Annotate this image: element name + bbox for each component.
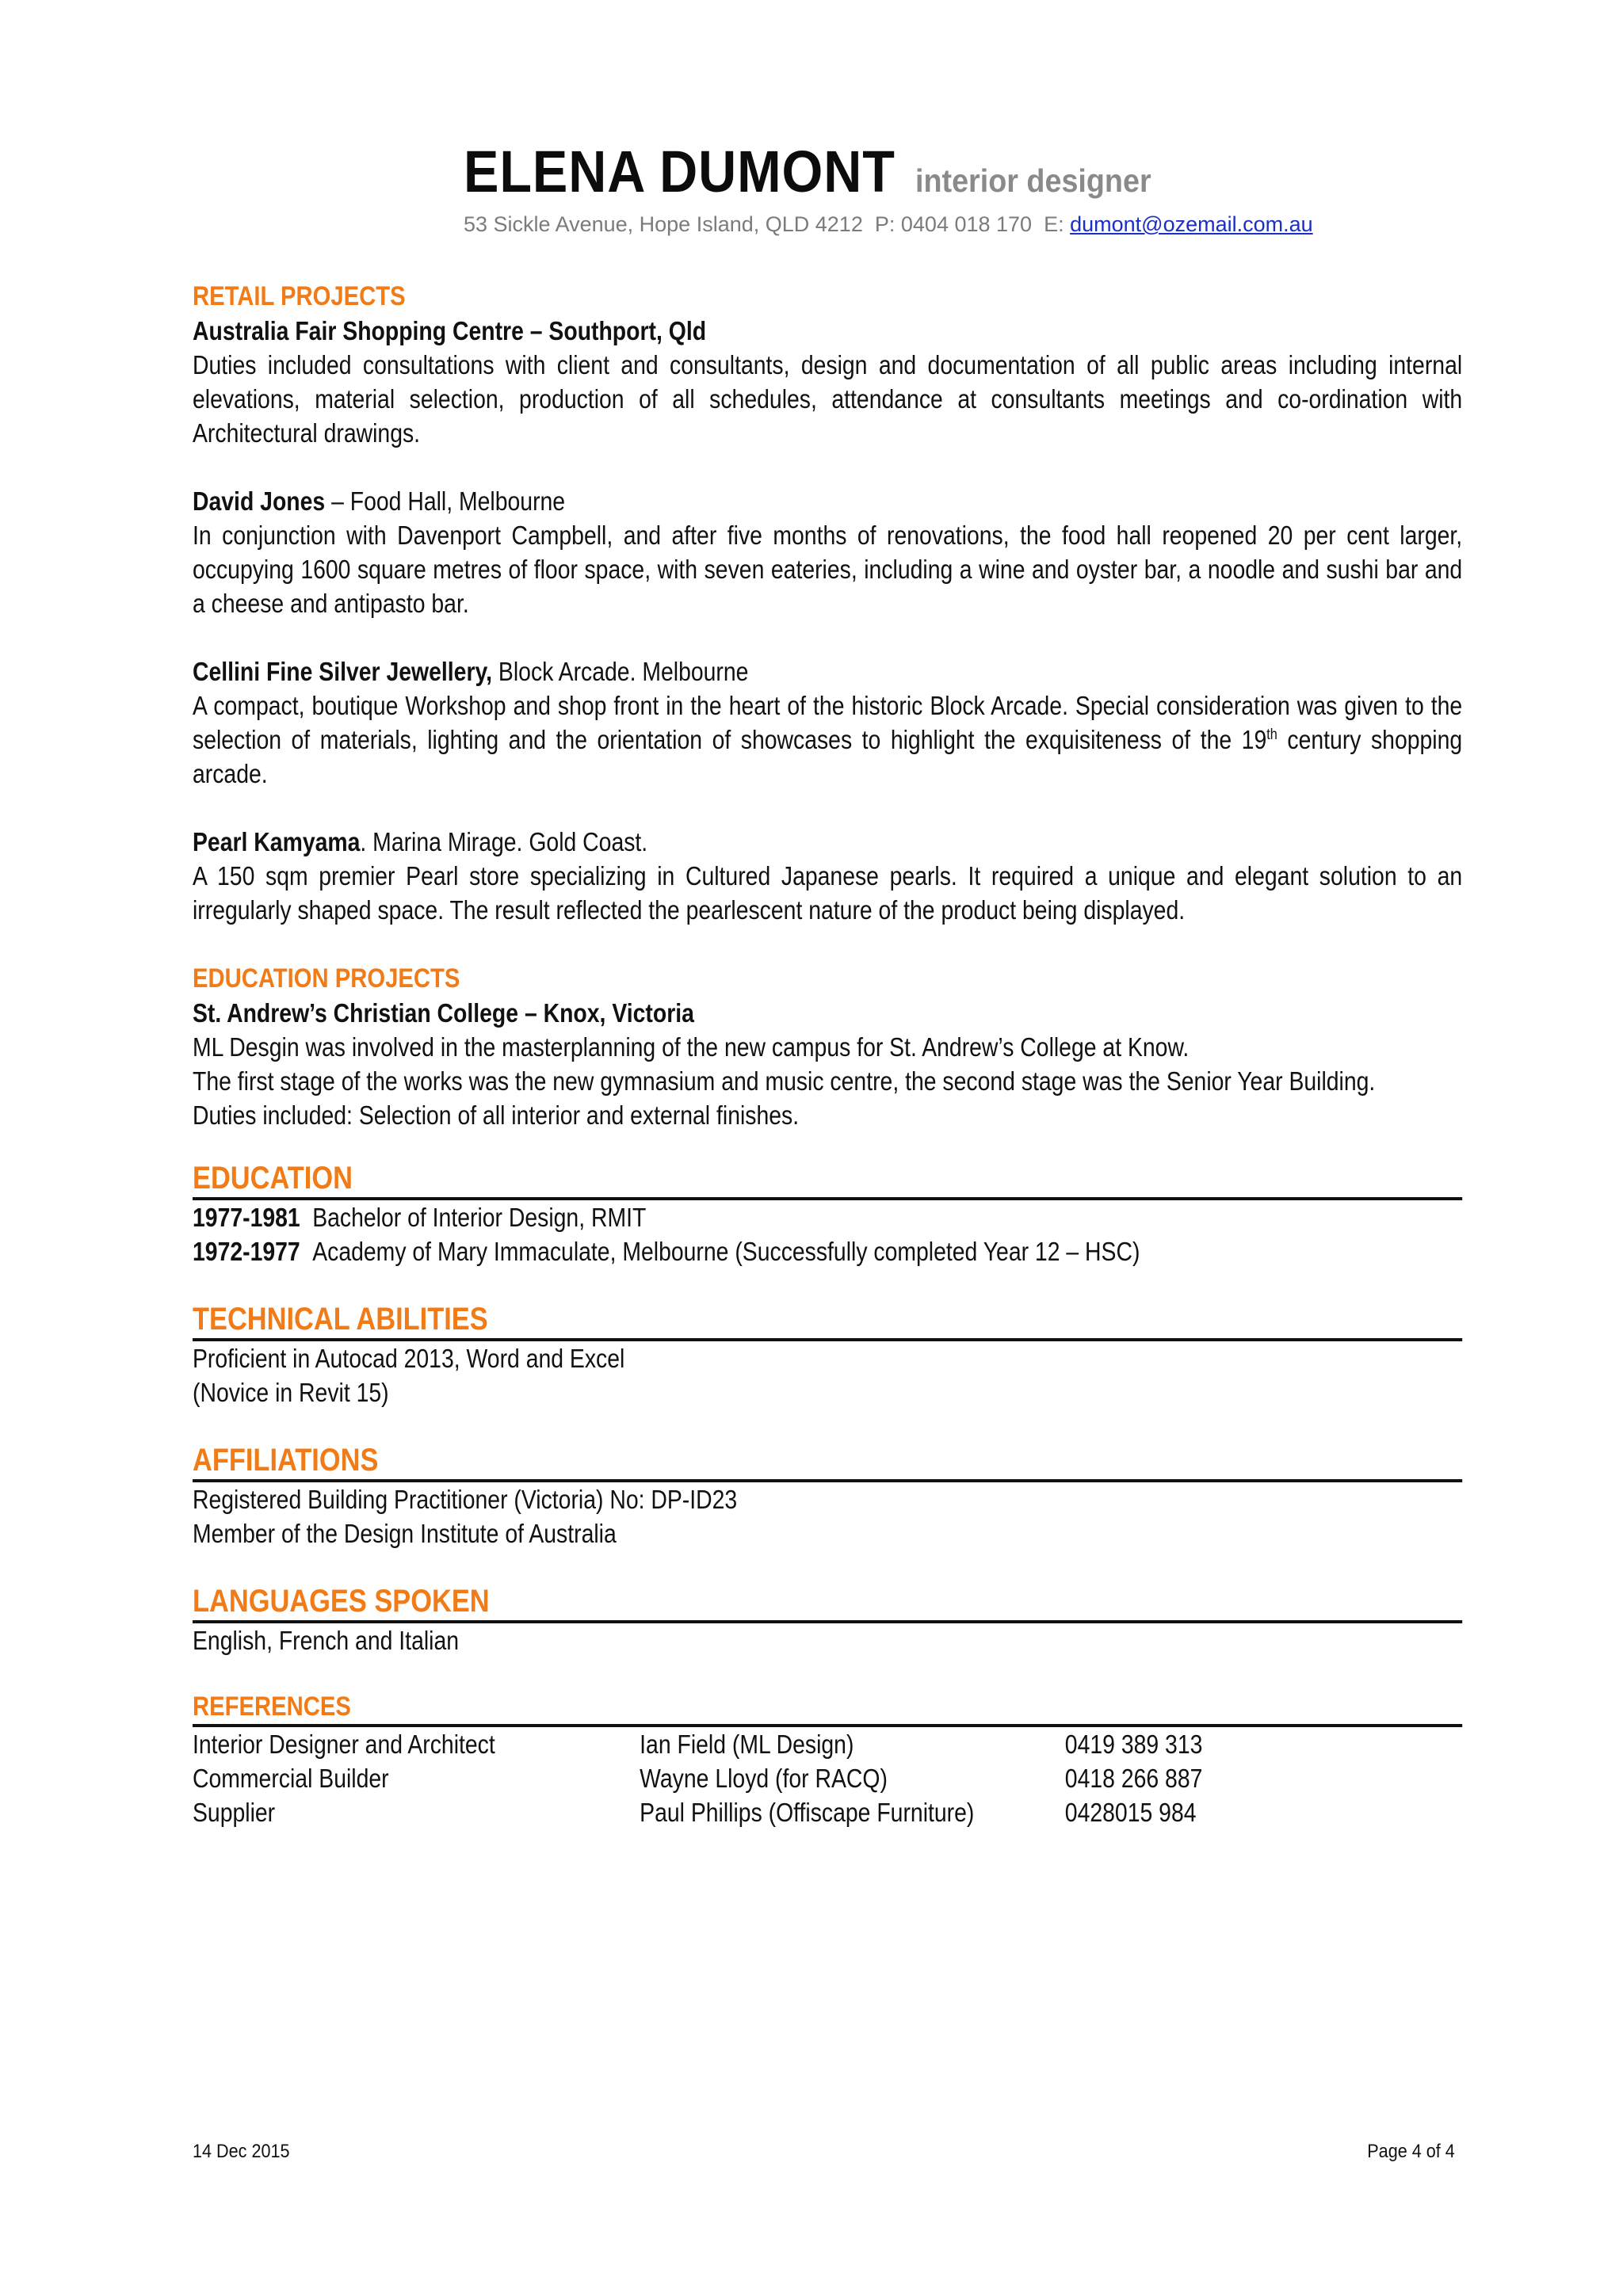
affiliation-line-2: Member of the Design Institute of Australia bbox=[193, 1519, 617, 1548]
technical-line-1: Proficient in Autocad 2013, Word and Excel bbox=[193, 1344, 625, 1373]
resume-body bbox=[193, 279, 1462, 1829]
project-pearl-kamyama bbox=[193, 825, 1462, 927]
education-row bbox=[193, 1234, 1462, 1268]
resume-header bbox=[464, 139, 1494, 237]
project-description: A 150 sqm premier Pearl store specializing in Cultured Japanese pearls. It required a unique and elegant solution to an irregularly shaped space. The result reflected the pearlescent nature of the product being displayed. bbox=[193, 861, 1463, 925]
name-line bbox=[464, 139, 1494, 204]
languages-heading: LANGUAGES SPOKEN bbox=[193, 1584, 490, 1619]
email-link[interactable]: dumont@ozemail.com.au bbox=[1070, 212, 1313, 236]
project-description: Duties included consultations with client and consultants, design and documentation of all public areas including internal elevations, material selection, production of all schedules, attendance at consultants meetings and co-ordination with Architectural drawings. bbox=[193, 350, 1463, 448]
project-title-bold: Cellini Fine Silver Jewellery, bbox=[193, 657, 493, 686]
education-heading: EDUCATION bbox=[193, 1161, 353, 1196]
project-title: St. Andrew’s Christian College – Knox, Victoria bbox=[193, 998, 694, 1028]
description-part-a: A compact, boutique Workshop and shop front in the heart of the historic Block Arcade. Special consideration was given to the selection of materials, lighting and the orientation of showcases to highlight the exquisiteness of the 19 bbox=[193, 691, 1463, 754]
affiliations-section bbox=[193, 1441, 1462, 1550]
reference-role: Supplier bbox=[193, 1798, 276, 1827]
retail-projects-heading: RETAIL PROJECTS bbox=[193, 281, 406, 311]
project-title bbox=[193, 825, 1462, 859]
reference-row bbox=[193, 1727, 1462, 1761]
project-title-bold: Pearl Kamyama bbox=[193, 827, 361, 856]
resume-body-inner bbox=[193, 279, 1462, 1829]
project-title-rest: – Food Hall, Melbourne bbox=[325, 486, 566, 516]
education-section bbox=[193, 1159, 1462, 1268]
education-years: 1972-1977 bbox=[193, 1237, 300, 1266]
education-detail: Academy of Mary Immaculate, Melbourne (Successfully completed Year 12 – HSC) bbox=[312, 1237, 1140, 1266]
education-row bbox=[193, 1200, 1462, 1234]
project-title bbox=[193, 484, 1462, 518]
candidate-role: interior designer bbox=[915, 162, 1151, 199]
languages-section bbox=[193, 1582, 1462, 1657]
affiliations-heading: AFFILIATIONS bbox=[193, 1443, 379, 1478]
project-title bbox=[193, 654, 1462, 688]
project-title-bold: David Jones bbox=[193, 486, 326, 516]
reference-phone: 0428015 984 bbox=[1064, 1798, 1197, 1827]
references-section bbox=[193, 1689, 1462, 1829]
footer-date: 14 Dec 2015 bbox=[193, 2141, 290, 2162]
phone-label: P: bbox=[874, 212, 896, 236]
education-projects-heading: EDUCATION PROJECTS bbox=[193, 963, 460, 994]
project-title-rest: . Marina Mirage. Gold Coast. bbox=[360, 827, 648, 856]
education-years: 1977-1981 bbox=[193, 1203, 300, 1232]
project-description bbox=[193, 688, 1462, 791]
contact-line bbox=[464, 212, 1494, 237]
project-cellini bbox=[193, 654, 1462, 791]
ordinal-suffix: th bbox=[1266, 727, 1277, 743]
phone-number: 0404 018 170 bbox=[900, 212, 1033, 236]
technical-line-2: (Novice in Revit 15) bbox=[193, 1378, 389, 1407]
education-projects-section bbox=[193, 961, 1462, 1132]
project-title-rest: Block Arcade. Melbourne bbox=[492, 657, 749, 686]
reference-name: Paul Phillips (Offiscape Furniture) bbox=[640, 1798, 975, 1827]
reference-row bbox=[193, 1795, 1462, 1829]
languages-line: English, French and Italian bbox=[193, 1626, 460, 1655]
reference-name: Ian Field (ML Design) bbox=[640, 1730, 854, 1759]
project-title: Australia Fair Shopping Centre – Southport, Qld bbox=[193, 316, 707, 345]
project-australia-fair bbox=[193, 314, 1462, 450]
project-description: In conjunction with Davenport Campbell, and after five months of renovations, the food hall reopened 20 per cent larger, occupying 1600 square metres of floor space, with seven eateries, including a wine and oyster bar, a noodle and sushi bar and a cheese and antipasto bar. bbox=[193, 521, 1463, 618]
project-david-jones bbox=[193, 484, 1462, 620]
technical-abilities-section bbox=[193, 1300, 1462, 1409]
footer-page-number: Page 4 of 4 bbox=[1367, 2141, 1455, 2162]
affiliation-line-1: Registered Building Practitioner (Victoria) No: DP-ID23 bbox=[193, 1485, 738, 1514]
reference-name: Wayne Lloyd (for RACQ) bbox=[640, 1764, 888, 1793]
references-heading: REFERENCES bbox=[193, 1691, 351, 1722]
description-part-b: century shopping arcade. bbox=[193, 725, 1463, 788]
email-label: E: bbox=[1044, 212, 1064, 236]
project-line-2: The first stage of the works was the new gymnasium and music centre, the second stage was the Senior Year Building. bbox=[193, 1066, 1376, 1096]
address: 53 Sickle Avenue, Hope Island, QLD 4212 bbox=[464, 212, 863, 236]
reference-role: Commercial Builder bbox=[193, 1764, 389, 1793]
candidate-name: ELENA DUMONT bbox=[464, 139, 896, 204]
reference-phone: 0418 266 887 bbox=[1064, 1764, 1203, 1793]
reference-phone: 0419 389 313 bbox=[1064, 1730, 1203, 1759]
reference-row bbox=[193, 1761, 1462, 1795]
retail-projects-section bbox=[193, 279, 1462, 927]
project-line-1: ML Desgin was involved in the masterplanning of the new campus for St. Andrew’s College at Know. bbox=[193, 1032, 1190, 1062]
education-detail: Bachelor of Interior Design, RMIT bbox=[312, 1203, 647, 1232]
project-line-3: Duties included: Selection of all interior and external finishes. bbox=[193, 1100, 800, 1130]
technical-abilities-heading: TECHNICAL ABILITIES bbox=[193, 1302, 488, 1337]
reference-role: Interior Designer and Architect bbox=[193, 1730, 495, 1759]
